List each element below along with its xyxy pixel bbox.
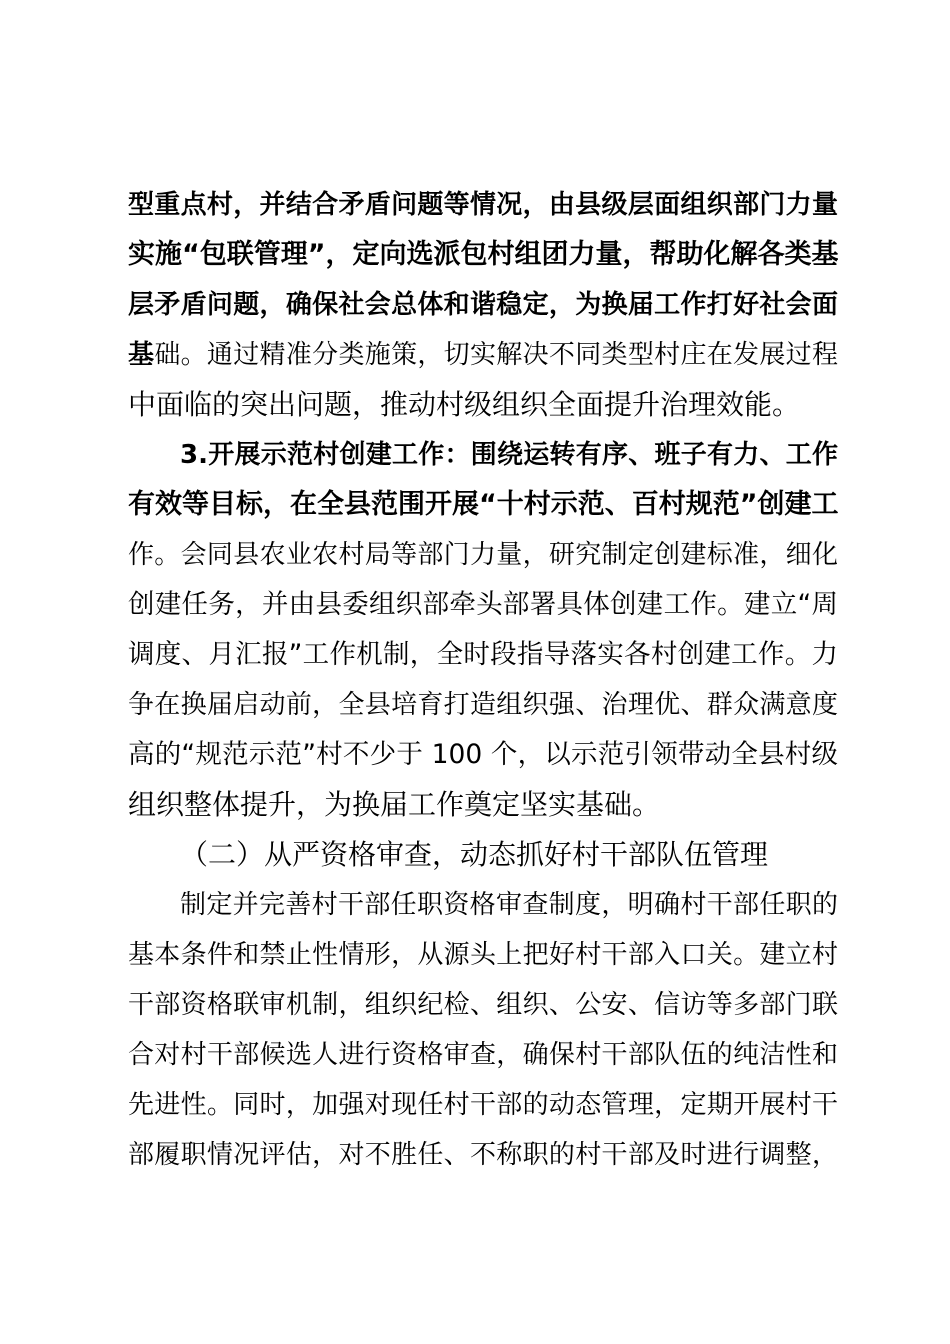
text-line <box>128 180 838 230</box>
text-run: 中面临的突出问题，推动村级组织全面提升治理效能。 <box>128 388 801 421</box>
section-heading-line <box>180 430 838 480</box>
text-run: 3.开展示范村创建工作：围绕运转有序、班子有力、工作 <box>180 440 838 470</box>
text-run: 础。通过精准分类施策，切实解决不同类型村庄在发展过程 <box>154 340 838 370</box>
text-line <box>128 280 838 330</box>
text-line <box>128 730 838 780</box>
text-run: 合对村干部候选人进行资格审查，确保村干部队伍的纯洁性和 <box>128 1040 838 1070</box>
text-run: 创建任务，并由县委组织部牵头部署具体创建工作。建立“周 <box>128 589 838 620</box>
text-line <box>128 580 838 630</box>
text-line <box>128 780 838 830</box>
text-line <box>180 880 838 930</box>
text-run: （二）从严资格审查，动态抓好村干部队伍管理 <box>180 838 769 871</box>
text-run: 组织整体提升，为换届工作奠定坚实基础。 <box>128 788 661 821</box>
text-line <box>128 680 838 730</box>
text-line <box>128 630 838 680</box>
text-run: 有效等目标，在全县范围开展“十村示范、百村规范”创建工 <box>128 489 838 520</box>
text-run: 部履职情况评估，对不胜任、不称职的村干部及时进行调整， <box>128 1140 838 1170</box>
text-run: 调度、月汇报”工作机制，全时段指导落实各村创建工作。力 <box>128 639 838 670</box>
text-run: 型重点村，并结合矛盾问题等情况，由县级层面组织部门力量 <box>128 190 838 220</box>
text-line <box>128 980 838 1030</box>
text-run: 基 <box>128 340 155 370</box>
text-line <box>128 930 838 980</box>
text-line <box>128 480 838 530</box>
text-run: 层矛盾问题，确保社会总体和谐稳定，为换届工作打好社会面 <box>128 290 838 320</box>
text-run: 实施“包联管理”，定向选派包村组团力量，帮助化解各类基 <box>128 239 838 270</box>
text-line <box>128 330 838 380</box>
text-run: 作。会同县农业农村局等部门力量，研究制定创建标准，细化 <box>128 540 838 570</box>
text-line <box>128 1130 838 1180</box>
text-run: 制定并完善村干部任职资格审查制度，明确村干部任职的 <box>180 890 838 920</box>
text-line <box>128 230 838 280</box>
text-run: 干部资格联审机制，组织纪检、组织、公安、信访等多部门联 <box>128 990 838 1020</box>
text-run: 基本条件和禁止性情形，从源头上把好村干部入口关。建立村 <box>128 940 838 970</box>
text-line <box>128 1080 838 1130</box>
text-line <box>128 1030 838 1080</box>
text-line <box>128 530 838 580</box>
text-line <box>128 380 838 430</box>
text-run: 先进性。同时，加强对现任村干部的动态管理，定期开展村干 <box>128 1090 838 1120</box>
subsection-heading-line <box>180 830 838 880</box>
text-run: 争在换届启动前，全县培育打造组织强、治理优、群众满意度 <box>128 690 838 720</box>
text-run: 高的“规范示范”村不少于 100 个，以示范引领带动全县村级 <box>128 739 838 770</box>
